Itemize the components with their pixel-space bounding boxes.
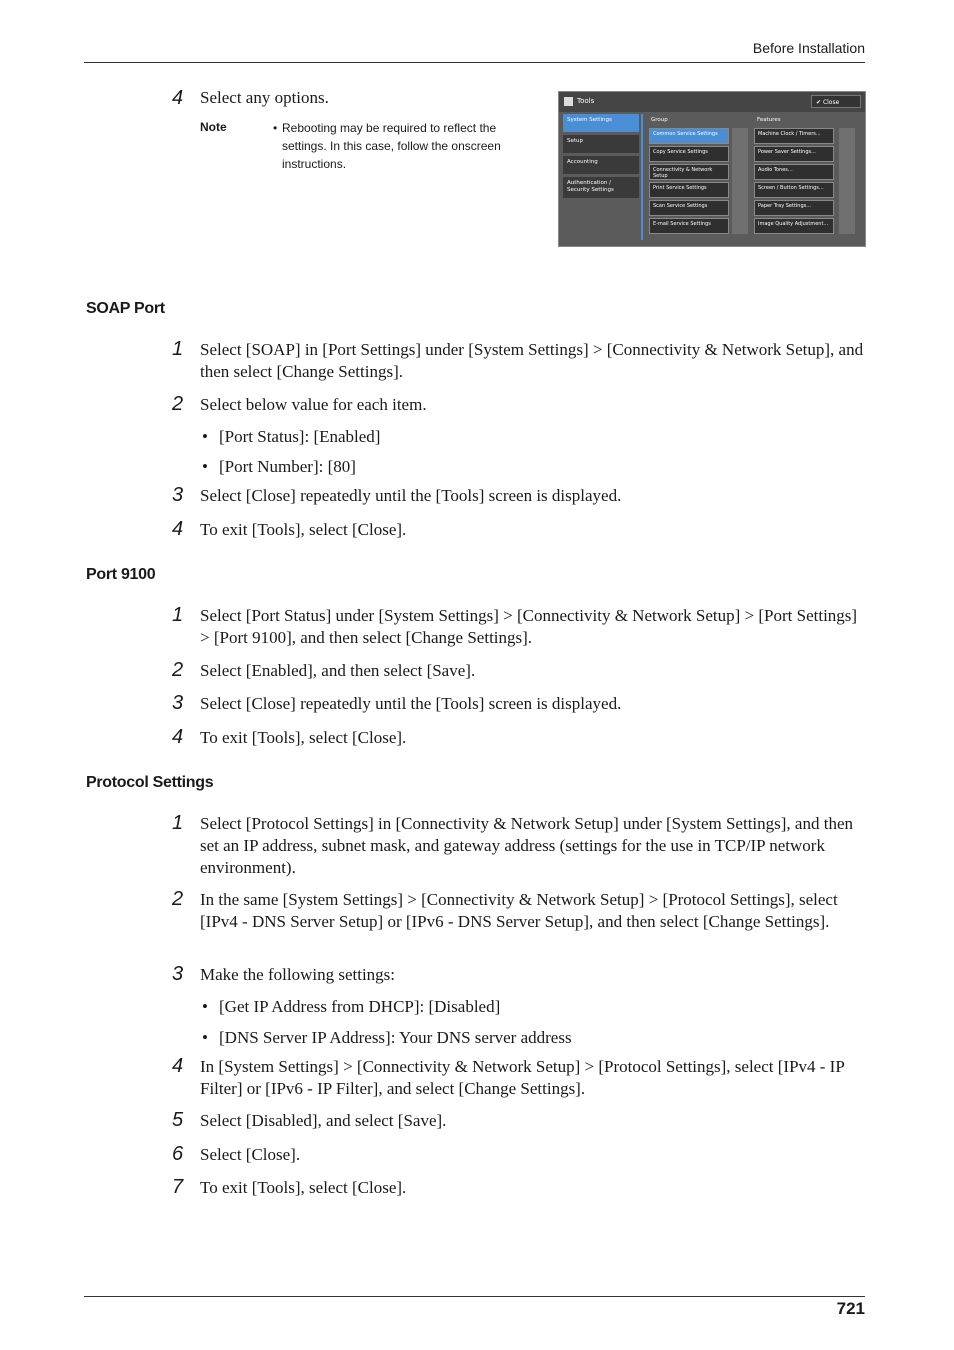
section-heading-soap: SOAP Port bbox=[86, 300, 165, 317]
step-text: Make the following settings: bbox=[200, 965, 396, 984]
step-number: 1 bbox=[172, 338, 184, 360]
step-number: 4 bbox=[172, 87, 184, 109]
feature-item[interactable]: Machine Clock / Timers... bbox=[754, 128, 834, 144]
sidebar-item-setup[interactable]: Setup bbox=[563, 135, 639, 154]
step-number: 1 bbox=[172, 812, 184, 834]
list-item: • [DNS Server IP Address]: Your DNS server address bbox=[202, 1027, 572, 1049]
step-number: 2 bbox=[172, 659, 184, 681]
step-number: 4 bbox=[172, 1055, 184, 1077]
tools-title-bar bbox=[559, 92, 865, 112]
sidebar-item-authentication[interactable]: Authentication / Security Settings bbox=[563, 177, 639, 199]
step-text: Select any options. bbox=[200, 88, 329, 107]
feature-item[interactable]: Screen / Button Settings... bbox=[754, 182, 834, 198]
step-number: 6 bbox=[172, 1143, 184, 1165]
group-header: Group bbox=[651, 117, 668, 123]
list-item: • [Port Number]: [80] bbox=[202, 456, 356, 478]
list-item: • [Get IP Address from DHCP]: [Disabled] bbox=[202, 996, 500, 1018]
step-number: 3 bbox=[172, 963, 184, 985]
page-number: 721 bbox=[836, 1299, 865, 1318]
feature-item[interactable]: Paper Tray Settings... bbox=[754, 200, 834, 216]
step-number: 7 bbox=[172, 1176, 184, 1198]
step-text: Select below value for each item. bbox=[200, 395, 427, 414]
step-number: 5 bbox=[172, 1109, 184, 1131]
sidebar-item-system-settings[interactable]: System Settings bbox=[563, 114, 639, 133]
tools-screenshot bbox=[558, 91, 866, 247]
step-text: Select [Enabled], and then select [Save]. bbox=[200, 661, 476, 680]
divider bbox=[641, 114, 643, 240]
step-text: To exit [Tools], select [Close]. bbox=[200, 520, 407, 539]
features-header: Features bbox=[757, 117, 781, 123]
page-footer bbox=[84, 1296, 865, 1318]
step-text: To exit [Tools], select [Close]. bbox=[200, 728, 407, 747]
step-text: To exit [Tools], select [Close]. bbox=[200, 1178, 407, 1197]
sidebar-item-accounting[interactable]: Accounting bbox=[563, 156, 639, 175]
note-label: Note bbox=[200, 120, 227, 134]
step-text: Select [Protocol Settings] in [Connectivity & Network Setup] under [System Settings], and then set an IP address, subnet mask, and gateway address (settings for the use in TCP/IP network environment). bbox=[200, 814, 853, 877]
step-number: 2 bbox=[172, 393, 184, 415]
feature-item[interactable]: Audio Tones... bbox=[754, 164, 834, 180]
group-scrollbar[interactable] bbox=[732, 128, 748, 234]
note-text: • Rebooting may be required to reflect the settings. In this case, follow the onscreen instructions. bbox=[273, 119, 544, 173]
group-item[interactable]: E-mail Service Settings bbox=[649, 218, 729, 234]
step-number: 3 bbox=[172, 692, 184, 714]
close-button[interactable]: ✔ Close bbox=[811, 95, 861, 108]
feature-item[interactable]: Power Saver Settings... bbox=[754, 146, 834, 162]
header-title: Before Installation bbox=[752, 40, 865, 56]
tools-title: Tools bbox=[577, 97, 595, 105]
step-text: Select [Disabled], and select [Save]. bbox=[200, 1111, 447, 1130]
step-number: 1 bbox=[172, 604, 184, 626]
step-number: 4 bbox=[172, 518, 184, 540]
step-text: In [System Settings] > [Connectivity & Network Setup] > [Protocol Settings], select [IPv4 - IP Filter] or [IPv6 - IP Filter], and select [Change Settings]. bbox=[200, 1057, 845, 1098]
group-item[interactable]: Connectivity & Network Setup bbox=[649, 164, 729, 180]
section-heading-port9100: Port 9100 bbox=[86, 566, 156, 583]
step-text: In the same [System Settings] > [Connectivity & Network Setup] > [Protocol Settings], select [IPv4 - DNS Server Setup] or [IPv6 - DNS Server Setup], and then select [Change Settings]. bbox=[200, 890, 838, 931]
step-text: Select [Close] repeatedly until the [Tools] screen is displayed. bbox=[200, 486, 622, 505]
feature-item[interactable]: Image Quality Adjustment... bbox=[754, 218, 834, 234]
step-text: Select [SOAP] in [Port Settings] under [System Settings] > [Connectivity & Network Setup], and then select [Change Settings]. bbox=[200, 340, 864, 381]
group-item[interactable]: Scan Service Settings bbox=[649, 200, 729, 216]
features-scrollbar[interactable] bbox=[839, 128, 855, 234]
step-number: 2 bbox=[172, 888, 184, 910]
tools-icon bbox=[564, 97, 573, 106]
step-number: 3 bbox=[172, 484, 184, 506]
group-item[interactable]: Copy Service Settings bbox=[649, 146, 729, 162]
section-heading-protocol: Protocol Settings bbox=[86, 774, 214, 791]
group-item[interactable]: Common Service Settings bbox=[649, 128, 729, 144]
group-item[interactable]: Print Service Settings bbox=[649, 182, 729, 198]
page-header bbox=[84, 40, 865, 63]
step-text: Select [Port Status] under [System Settings] > [Connectivity & Network Setup] > [Port Settings] > [Port 9100], and then select [Change Settings]. bbox=[200, 606, 858, 647]
list-item: • [Port Status]: [Enabled] bbox=[202, 426, 380, 448]
step-text: Select [Close] repeatedly until the [Tools] screen is displayed. bbox=[200, 694, 622, 713]
step-text: Select [Close]. bbox=[200, 1145, 301, 1164]
step-number: 4 bbox=[172, 726, 184, 748]
